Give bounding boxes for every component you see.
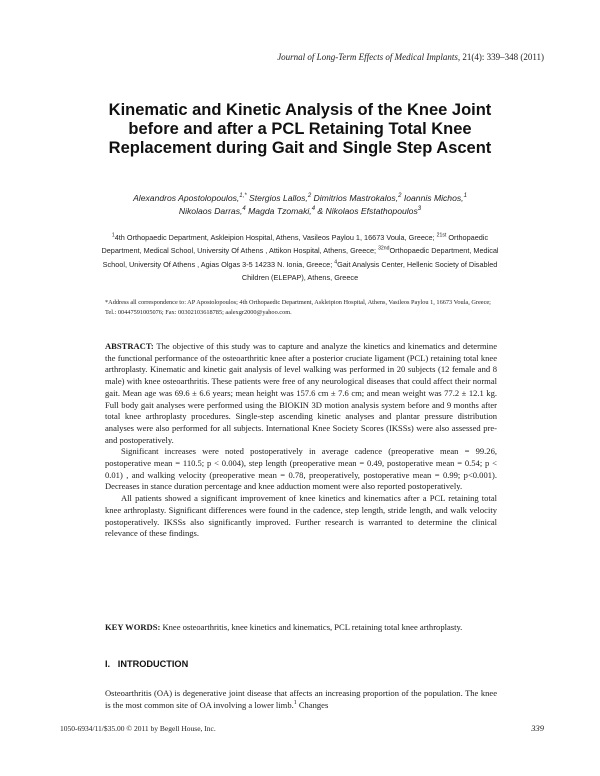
journal-issue: 21(4): 339–348 (2011) <box>462 52 544 62</box>
abstract <box>105 341 497 540</box>
author: & Nikolaos Efstathopoulos$^3$ <box>315 206 422 216</box>
abstract-paragraph: Significant increases were noted postoperatively in average cadence (preoperative mean = 99.26, postoperative mean = 110.5; p < 0.004), step length (preoperative mean = 0.49, postoperative mean = 0.54; p < 0.01) , and walking velocity (preoperative mean = 0.78, preoperatively, postoperative mean = 0.99; p<0.001). Decreases in stance duration percentage and knee adduction moment were also reported postoperatively. <box>105 446 497 492</box>
section-title: INTRODUCTION <box>117 659 189 669</box>
section-heading <box>105 659 497 669</box>
copyright-footer: 1050-6934/11/$35.00 © 2011 by Begell House, Inc. <box>60 724 216 733</box>
paper-title: Kinematic and Kinetic Analysis of the Knee Joint before and after a PCL Retaining Total Knee Replacement during Gait and Single Step Ascent <box>108 101 492 157</box>
affiliations: $^1$4th Orthopaedic Department, Askleipion Hospital, Athens, Vasileos Paylou 1, 16673 Voula, Greece; $^{21st}$ Orthopaedic Department, Medical School, University Of Athens , Attikon Hospital, Athens, Greece; $^{32nd}$Orthopaedic Department, Medical School, University Of Athens , Agias Olgas 3-5 14233 N. Ionia, Greece; $^4$Gait Analysis Center, Hellenic Society of Disabled Children (ELEPAP), Athens, Greece <box>101 232 499 282</box>
body-paragraph: Osteoarthritis (OA) is degenerative joint disease that affects an increasing proportion of the population. The knee is the most common site of OA involving a lower limb.$^1$ Changes <box>105 688 497 710</box>
author: Nikolaos Darras,$^4$ <box>178 206 246 216</box>
abstract-label: ABSTRACT: <box>105 341 154 351</box>
journal-name: Journal of Long-Term Effects of Medical Implants, <box>277 52 461 62</box>
introduction-text <box>105 688 497 711</box>
author-list <box>100 192 500 218</box>
author: Magda Tzomaki,$^4$ <box>245 206 316 216</box>
page-number: 339 <box>531 723 544 733</box>
journal-citation <box>124 52 544 62</box>
affiliation-2: Orthopaedic Department, Medical School, University Of Athens , Attikon Hospital, Athens, Greece; <box>101 233 489 256</box>
correspondence-note: *Address all correspondence to: AP Apostolopoulos; 4th Orthopaedic Department, Askleipion Hospital, Athens, Vasileos Paylou 1, 16673 Voula, Greece; Tel.: 00447591005076; Fax: 00302103618785; aalexgr2000@yahoo.com. <box>105 299 491 316</box>
affiliation-1: 4th Orthopaedic Department, Askleipion Hospital, Athens, Vasileos Paylou 1, 16673 Voula, Greece; <box>114 233 435 242</box>
affiliation-4: Gait Analysis Center, Hellenic Society of Disabled Children (ELEPAP), Athens, Greece <box>241 259 498 282</box>
author: Dimitrios Mastrokalos,$^2$ <box>311 193 402 203</box>
abstract-paragraph: All patients showed a significant improvement of knee kinetics and kinematics after a PCL retaining total knee arthroplasty. Significant differences were found in the cadence, step length, stride length, and walk velocity postoperatively. IKSSs also significantly improved. Further research is warranted to determine the clinical relevance of these findings. <box>105 493 497 539</box>
author: Alexandros Apostolopoulos,$^{1,*}$ <box>133 193 247 203</box>
keywords-text: Knee osteoarthritis, knee kinetics and kinematics, PCL retaining total knee arthroplasty. <box>160 622 463 632</box>
reference-marker: 1 <box>293 699 297 706</box>
author: Stergios Lallos,$^2$ <box>246 193 312 203</box>
author: Ioannis Michos,$^1$ <box>401 193 467 203</box>
keywords-label: KEY WORDS: <box>105 622 161 632</box>
keywords <box>105 622 497 634</box>
affiliation-3: Orthopaedic Department, Medical School, University Of Athens , Agias Olgas 3-5 14233 N. Ionia, Greece; <box>102 246 499 269</box>
abstract-paragraph: ABSTRACT: The objective of this study was to capture and analyze the kinetics and kinematics and determine the functional performance of the osteoarthritic knee after a posterior cruciate ligament (PCL) retaining total knee arthroplasty. Kinematic and kinetic gait analysis of level walking was performed in 20 subjects (12 female and 8 male) with knee osteoarthritis. These patients were free of any neurological diseases that could affect their normal gait. Mean age was 69.6 ± 6.6 years; mean height was 157.6 cm ± 7.6 cm; and mean weight was 77.2 ± 12.1 kg. Full body gait analyses were performed using the BIOKIN 3D motion analysis system before and 9 months after total knee arthroplasty procedures. Single-step ascending kinetic analyses and plantar pressure distribution analyses were also performed for all subjects. International Knee Society Scores (IKSSs) were also assessed pre- and postoperatively. <box>105 341 497 445</box>
section-number: I. <box>105 659 111 669</box>
